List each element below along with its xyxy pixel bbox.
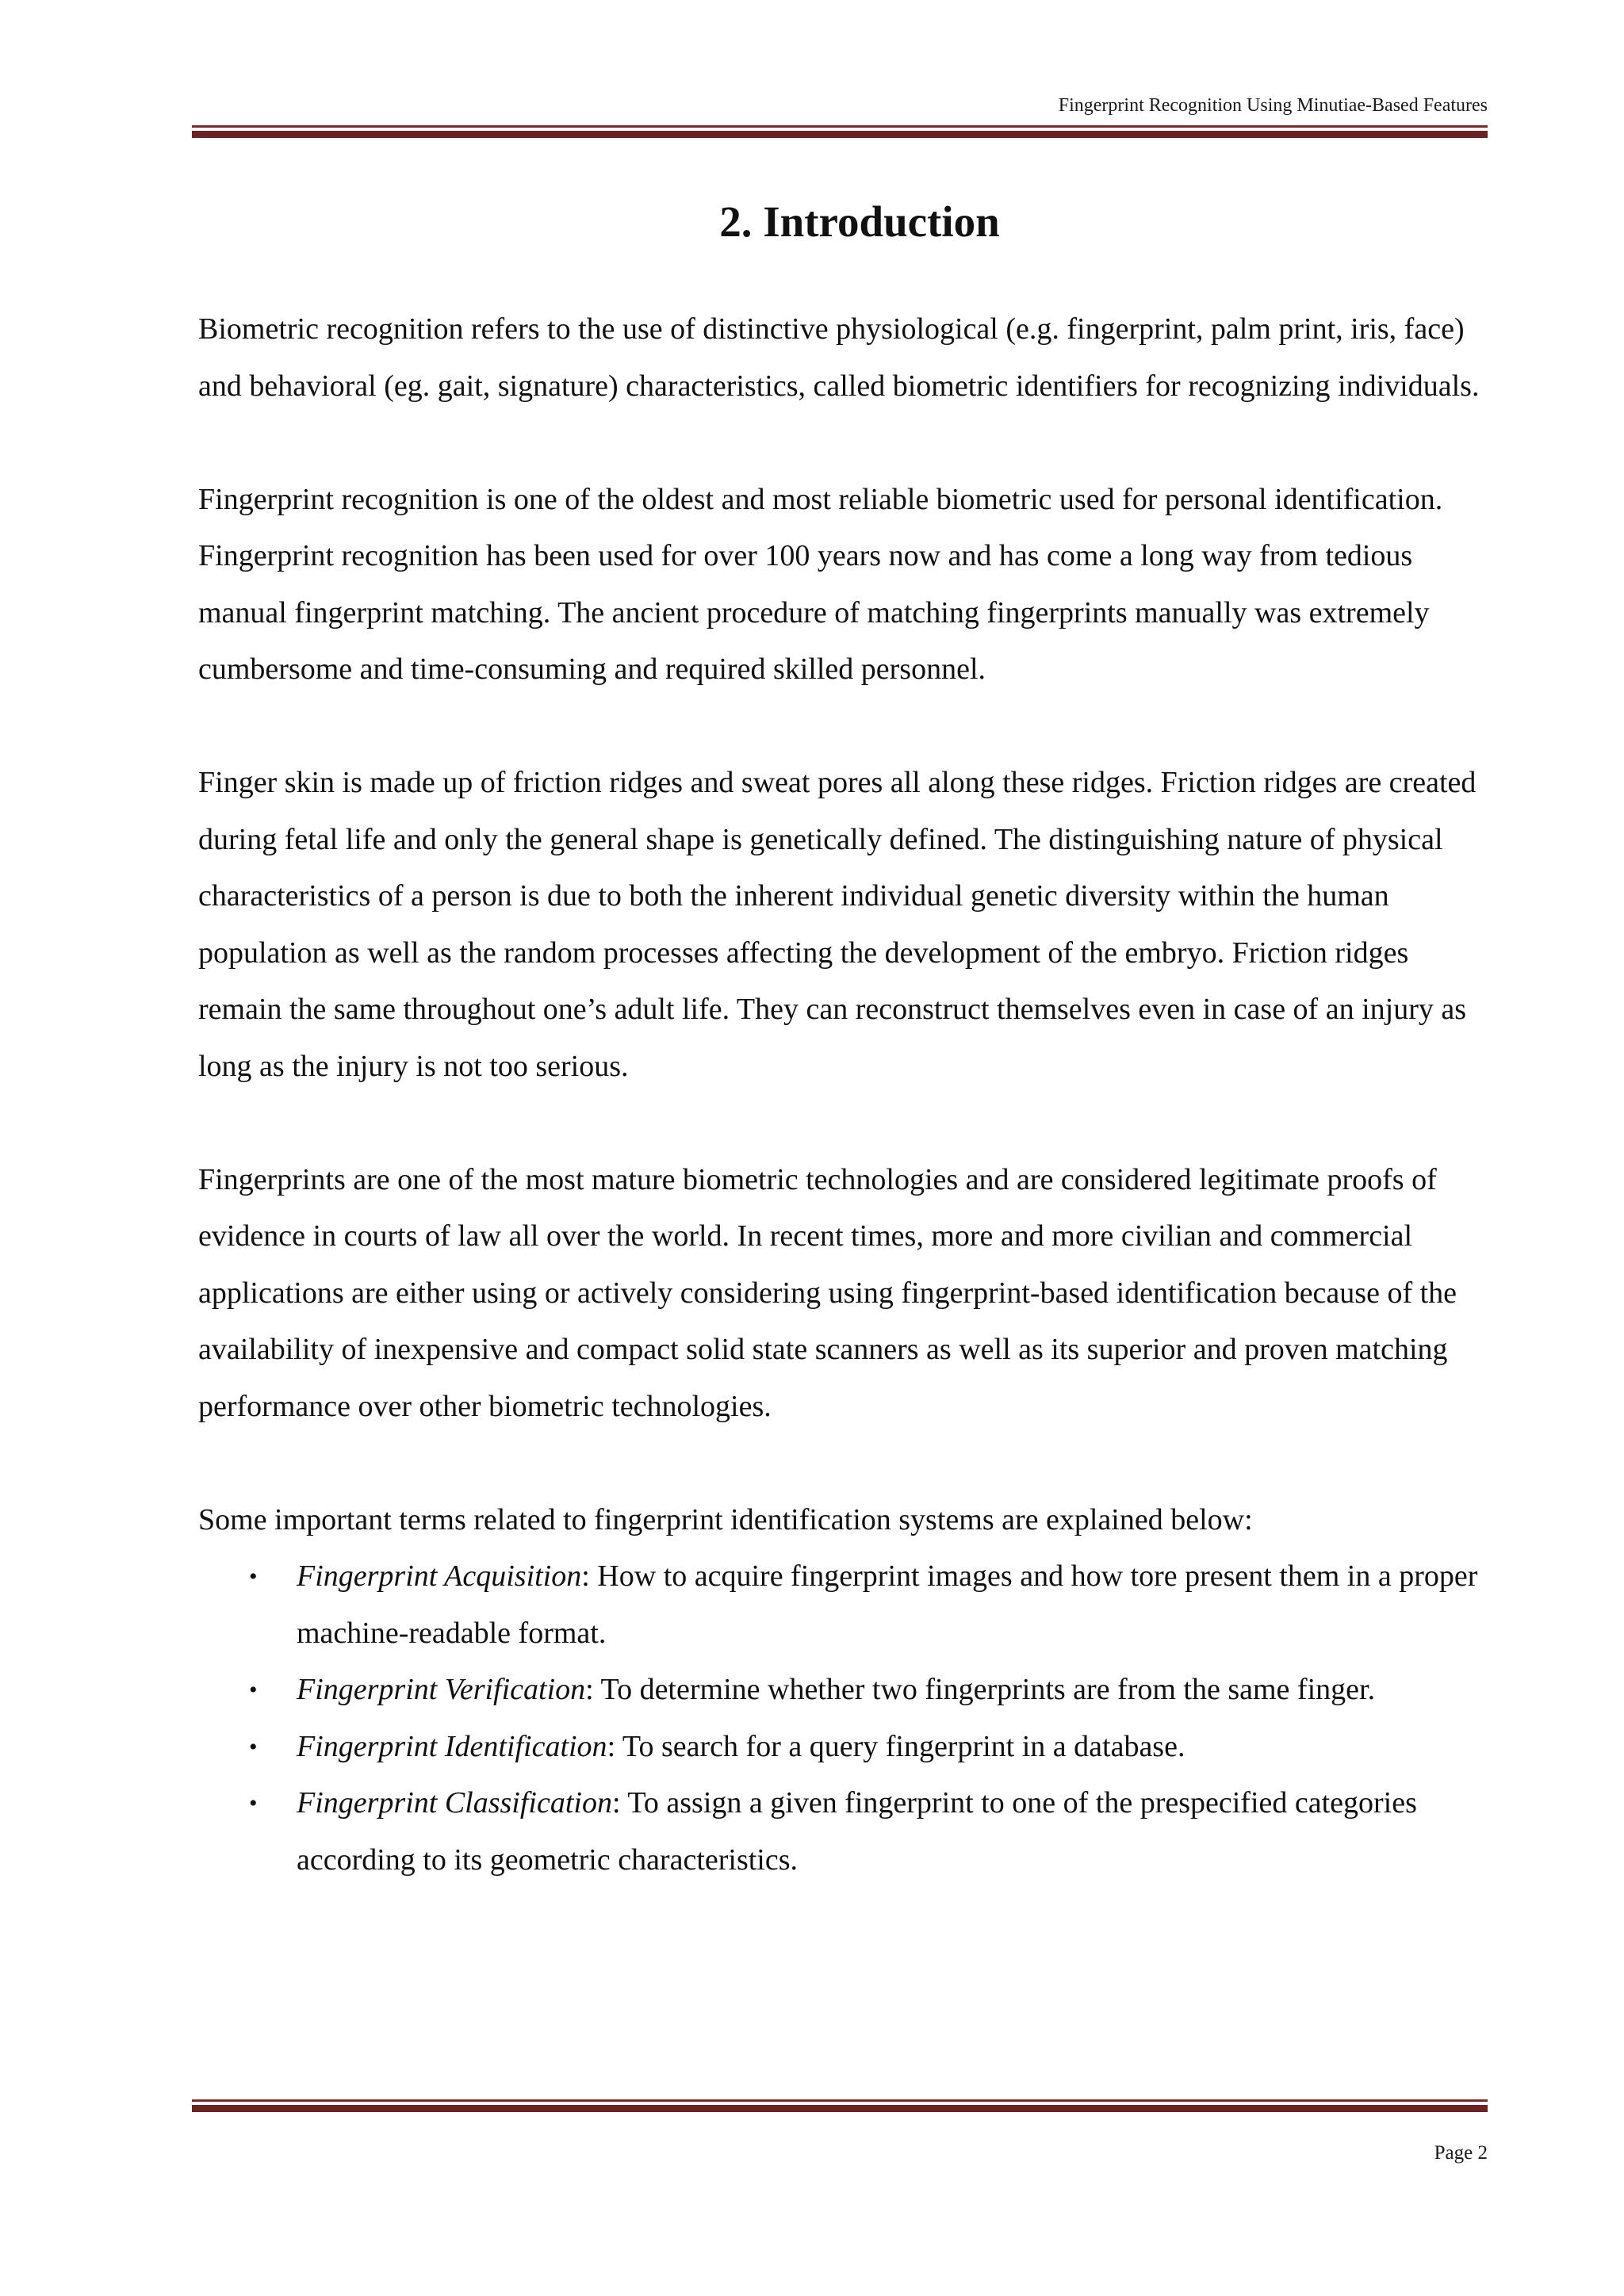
- page-number: Page 2: [1434, 2142, 1488, 2164]
- term-definition: : To assign a given fingerprint to one of the prespecified categories according to its geometric characteristics.: [297, 1786, 1417, 1877]
- terms-intro: Some important terms related to fingerprint identification systems are explained below:: [198, 1502, 1253, 1536]
- term-name: Fingerprint Classification: [297, 1786, 612, 1820]
- list-item: [198, 1662, 1491, 1719]
- paragraph: Fingerprints are one of the most mature biometric technologies and are considered legitimate proofs of evidence in courts of law all over the world. In recent times, more and more civilian and commercial applications are either using or actively considering using fingerprint-based identification because of the availability of inexpensive and compact solid state scanners as well as its superior and proven matching performance over other biometric technologies.: [198, 1162, 1457, 1423]
- paragraph: Biometric recognition refers to the use of distinctive physiological (e.g. fingerprint, palm print, iris, face) and behavioral (eg. gait, signature) characteristics, called biometric identifiers for recognizing individuals.: [198, 312, 1480, 403]
- header-rule: [192, 125, 1488, 138]
- bullet-icon: •: [249, 1790, 258, 1816]
- bullet-icon: •: [249, 1677, 258, 1703]
- term-name: Fingerprint Identification: [297, 1729, 607, 1763]
- term-name: Fingerprint Acquisition: [297, 1559, 582, 1593]
- list-item: [198, 1719, 1491, 1776]
- term-definition: : To determine whether two fingerprints are from the same finger.: [585, 1673, 1376, 1706]
- list-item: [198, 1775, 1491, 1888]
- paragraph: Finger skin is made up of friction ridges and sweat pores all along these ridges. Friction ridges are created during fetal life and only the general shape is genetically defined. The distinguishing nature of physical characteristics of a person is due to both the inherent individual genetic diversity within the human population as well as the random processes affecting the development of the embryo. Friction ridges remain the same throughout one’s adult life. They can reconstruct themselves even in case of an injury as long as the injury is not too serious.: [198, 766, 1477, 1083]
- footer-rule-thick-line: [192, 2105, 1488, 2112]
- document-body: [198, 301, 1491, 1888]
- paragraph: Fingerprint recognition is one of the oldest and most reliable biometric used for personal identification. Fingerprint recognition has been used for over 100 years now and has come a long way from tedious manual fingerprint matching. The ancient procedure of matching fingerprints manually was extremely cumbersome and time-consuming and required skilled personnel.: [198, 482, 1443, 686]
- header-rule-thick-line: [192, 131, 1488, 138]
- list-item: [198, 1548, 1491, 1662]
- running-header-title: Fingerprint Recognition Using Minutiae-Based Features: [1058, 95, 1488, 116]
- term-definition: : How to acquire fingerprint images and how tore present them in a proper machine-readable format.: [297, 1559, 1478, 1650]
- terms-list: [198, 1548, 1491, 1888]
- bullet-icon: •: [249, 1733, 258, 1760]
- term-definition: : To search for a query fingerprint in a database.: [607, 1729, 1185, 1763]
- term-name: Fingerprint Verification: [297, 1673, 586, 1706]
- bullet-icon: •: [249, 1563, 258, 1590]
- footer-rule: [192, 2099, 1488, 2112]
- section-title: 2. Introduction: [719, 197, 1000, 246]
